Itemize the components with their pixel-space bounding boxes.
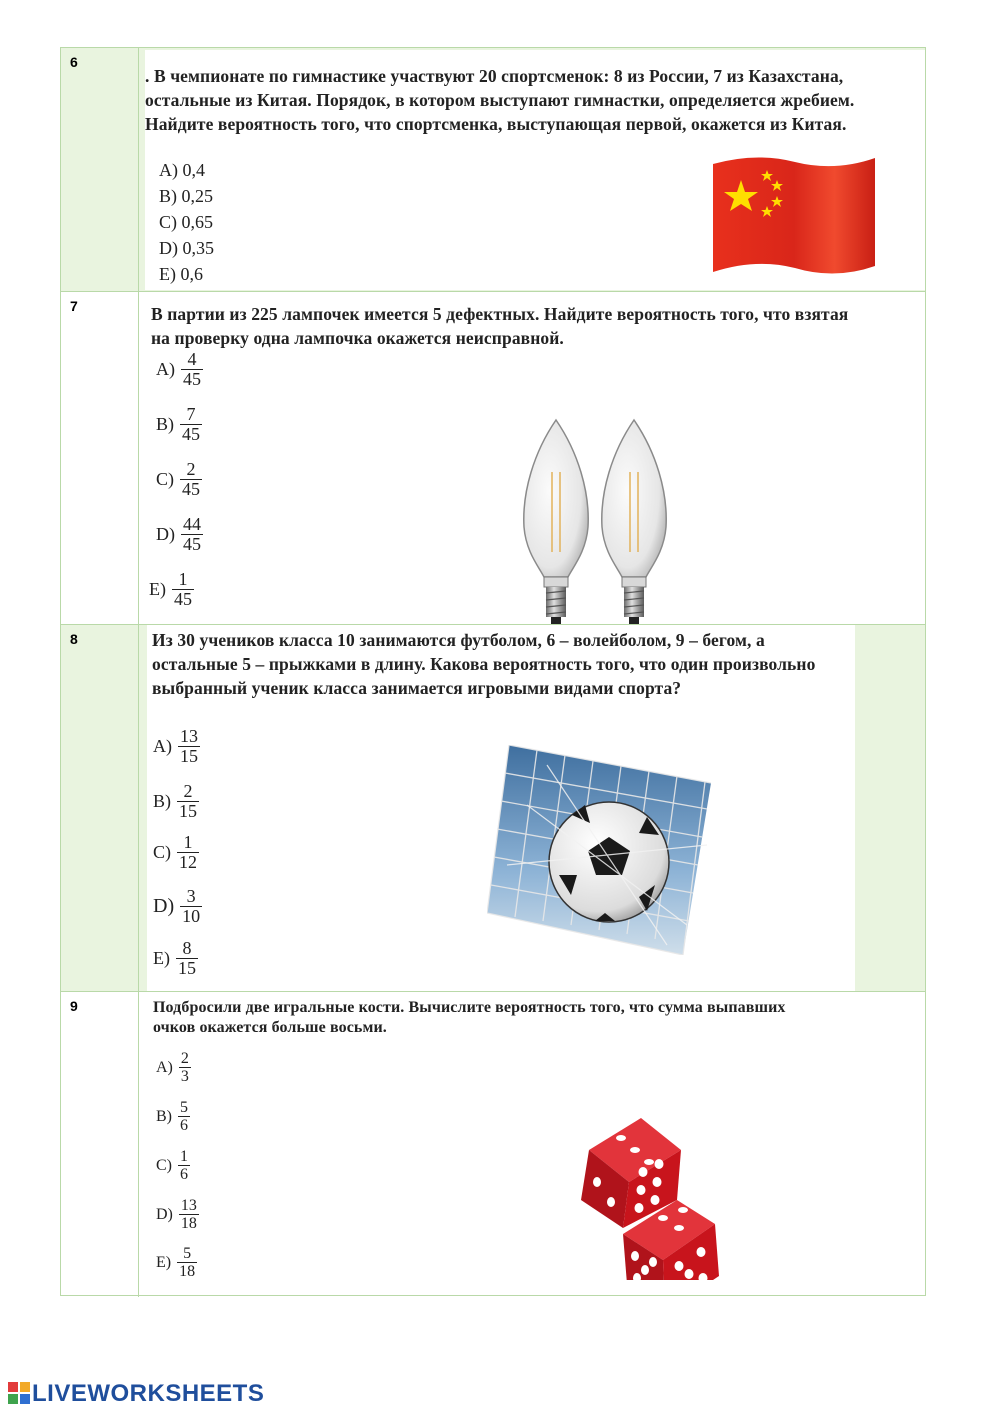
brand-text: LIVEWORKSHEETS: [32, 1380, 265, 1407]
option-d: D) $\frac{13}{18}$: [156, 1197, 197, 1232]
question-number: 7: [70, 298, 78, 314]
option-d: D) $\frac{3}{10}$: [153, 886, 201, 926]
question-number: 9: [70, 998, 78, 1014]
option-c: C) $\frac{2}{45}$: [156, 459, 200, 499]
question-text: . В чемпионате по гимнастике участвуют 20 спортсменок: 8 из России, 7 из Казахстана, остальные из Китая. Порядок, в котором выступают гимнастки, определяется жребием. Найдите вероятность того, что спортсменка, выступающая первой, окажется из Китая.: [145, 66, 855, 134]
option-a: A) 0,4: [159, 160, 205, 180]
option-a: A) $\frac{4}{45}$: [156, 349, 201, 389]
option-d: D) $\frac{44}{45}$: [156, 514, 201, 554]
logo-icon: [8, 1382, 30, 1404]
option-e: E) $\frac{5}{18}$: [156, 1245, 196, 1280]
soccer-ball-in-net-image: [487, 745, 717, 955]
question-number: 6: [70, 54, 78, 70]
question-text: Из 30 учеников класса 10 занимаются футболом, 6 – волейболом, 9 – бегом, а остальные 5 – прыжками в длину. Какова вероятность того, что один произвольно выбранный ученик класса занимается игровыми видами спорта?: [152, 630, 816, 698]
option-b: B) 0,25: [159, 186, 213, 206]
question-content: [139, 292, 925, 624]
china-flag-image: [711, 154, 877, 276]
red-dice-image: [559, 1110, 819, 1280]
option-e: E) $\frac{1}{45}$: [149, 569, 192, 609]
liveworksheets-logo[interactable]: [8, 1380, 264, 1408]
question-text: Подбросили две игральные кости. Вычислите вероятность того, что сумма выпавших очков окажется больше восьми.: [153, 999, 786, 1036]
option-e: E) $\frac{8}{15}$: [153, 938, 196, 978]
number-cell: [61, 625, 139, 991]
bulb-icon: [524, 420, 588, 624]
question-content: [139, 48, 925, 291]
question-row-8: [61, 625, 925, 992]
scanned-question: [147, 625, 855, 991]
option-b: B) $\frac{5}{6}$: [156, 1099, 188, 1134]
option-c: C) $\frac{1}{6}$: [156, 1148, 188, 1183]
option-a: A) $\frac{2}{3}$: [156, 1050, 189, 1085]
worksheet-table: [60, 47, 926, 1296]
number-cell: [61, 992, 139, 1297]
light-bulbs-image: [514, 417, 679, 624]
question-row-7: [61, 292, 925, 625]
option-b: B) $\frac{2}{15}$: [153, 781, 197, 821]
option-e: E) 0,6: [159, 264, 203, 284]
bulb-icon: [602, 420, 666, 624]
option-c: C) 0,65: [159, 212, 213, 232]
scanned-question: [145, 50, 925, 290]
question-content: [139, 625, 925, 991]
question-row-9: [61, 992, 925, 1297]
number-cell: [61, 48, 139, 291]
question-row-6: [61, 48, 925, 292]
question-text: В партии из 225 лампочек имеется 5 дефектных. Найдите вероятность того, что взятая на проверку одна лампочка окажется неисправной.: [151, 304, 849, 348]
question-content: [139, 992, 925, 1297]
option-c: C) $\frac{1}{12}$: [153, 832, 197, 872]
option-d: D) 0,35: [159, 238, 214, 258]
option-b: B) $\frac{7}{45}$: [156, 404, 200, 444]
number-cell: [61, 292, 139, 624]
option-a: A) $\frac{13}{15}$: [153, 726, 198, 766]
question-number: 8: [70, 631, 78, 647]
